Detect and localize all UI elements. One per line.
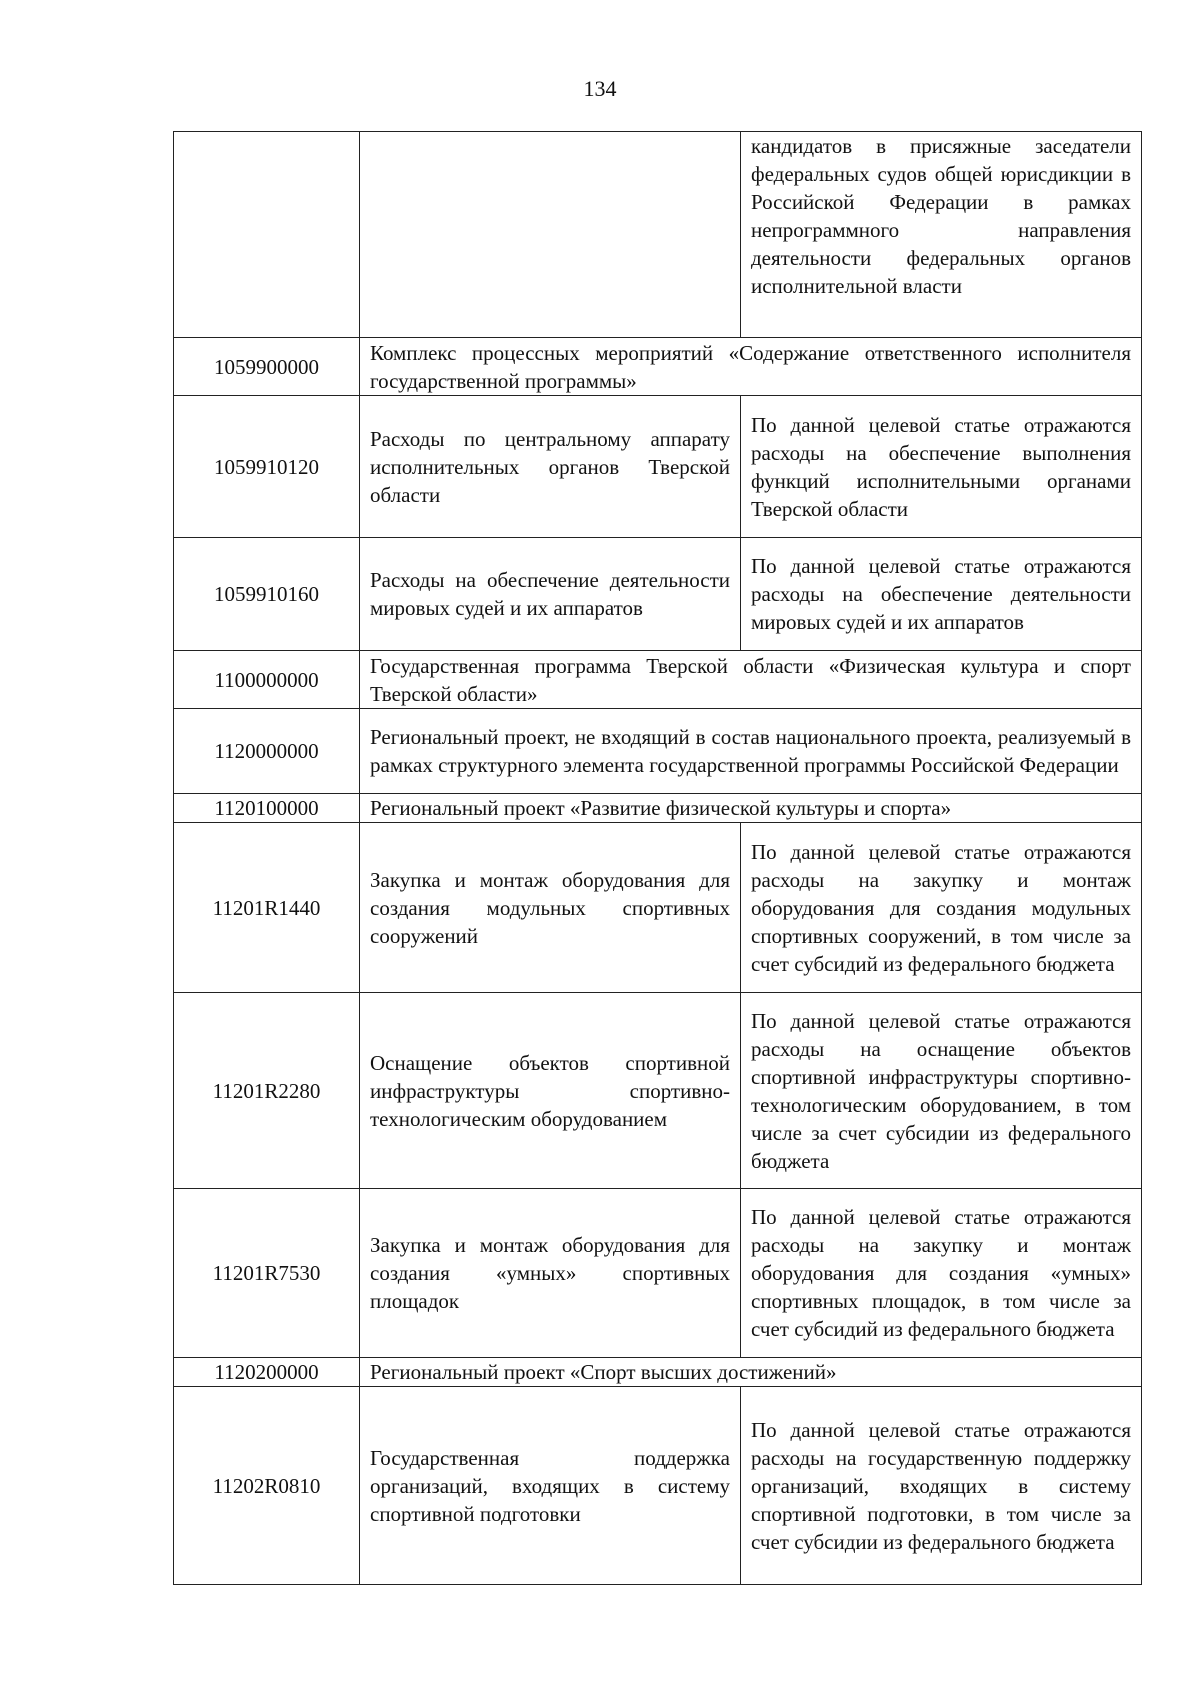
code-cell: 1120200000 [174,1358,360,1387]
code-cell: 11202R0810 [174,1387,360,1585]
table-row [174,709,1142,794]
table-row [174,1387,1142,1585]
table-row [174,794,1142,823]
page-number: 134 [583,76,617,101]
section-title-cell: Региональный проект, не входящий в состав национального проекта, реализуемый в рамках структурного элемента государственной программы Российской Федерации [360,709,1142,794]
table-row [174,1358,1142,1387]
target-articles-table [173,131,1142,1585]
table-row [174,651,1142,709]
table-row [174,132,1142,338]
desc-cell: По данной целевой статье отражаются расходы на обеспечение деятельности мировых судей и их аппаратов [741,538,1142,651]
name-cell: Расходы по центральному аппарату исполнительных органов Тверской области [360,396,741,538]
section-title-cell: Государственная программа Тверской области «Физическая культура и спорт Тверской области» [360,651,1142,709]
name-cell: Закупка и монтаж оборудования для создания «умных» спортивных площадок [360,1189,741,1358]
table-row [174,823,1142,993]
desc-cell: кандидатов в присяжные заседатели федеральных судов общей юрисдикции в Российской Федерации в рамках непрограммного направления деятельности федеральных органов исполнительной власти [741,132,1142,338]
code-cell: 1120000000 [174,709,360,794]
name-cell [360,132,741,338]
code-cell: 11201R1440 [174,823,360,993]
name-cell: Расходы на обеспечение деятельности мировых судей и их аппаратов [360,538,741,651]
desc-cell: По данной целевой статье отражаются расходы на оснащение объектов спортивной инфраструктуры спортивно-технологическим оборудованием, в том числе за счет субсидии из федерального бюджета [741,993,1142,1189]
code-cell: 1059900000 [174,338,360,396]
table-row [174,396,1142,538]
code-cell: 11201R7530 [174,1189,360,1358]
code-cell: 11201R2280 [174,993,360,1189]
section-title-cell: Комплекс процессных мероприятий «Содержание ответственного исполнителя государственной программы» [360,338,1142,396]
code-cell [174,132,360,338]
table-row [174,338,1142,396]
section-title-cell: Региональный проект «Развитие физической культуры и спорта» [360,794,1142,823]
table-row [174,538,1142,651]
name-cell: Государственная поддержка организаций, входящих в систему спортивной подготовки [360,1387,741,1585]
desc-cell: По данной целевой статье отражаются расходы на обеспечение выполнения функций исполнительными органами Тверской области [741,396,1142,538]
table-row [174,1189,1142,1358]
code-cell: 1059910160 [174,538,360,651]
desc-cell: По данной целевой статье отражаются расходы на закупку и монтаж оборудования для создания модульных спортивных сооружений, в том числе за счет субсидий из федерального бюджета [741,823,1142,993]
code-cell: 1059910120 [174,396,360,538]
desc-cell: По данной целевой статье отражаются расходы на закупку и монтаж оборудования для создания «умных» спортивных площадок, в том числе за счет субсидий из федерального бюджета [741,1189,1142,1358]
code-cell: 1120100000 [174,794,360,823]
name-cell: Закупка и монтаж оборудования для создания модульных спортивных сооружений [360,823,741,993]
code-cell: 1100000000 [174,651,360,709]
section-title-cell: Региональный проект «Спорт высших достижений» [360,1358,1142,1387]
desc-cell: По данной целевой статье отражаются расходы на государственную поддержку организаций, входящих в систему спортивной подготовки, в том числе за счет субсидии из федерального бюджета [741,1387,1142,1585]
name-cell: Оснащение объектов спортивной инфраструктуры спортивно-технологическим оборудованием [360,993,741,1189]
table-row [174,993,1142,1189]
